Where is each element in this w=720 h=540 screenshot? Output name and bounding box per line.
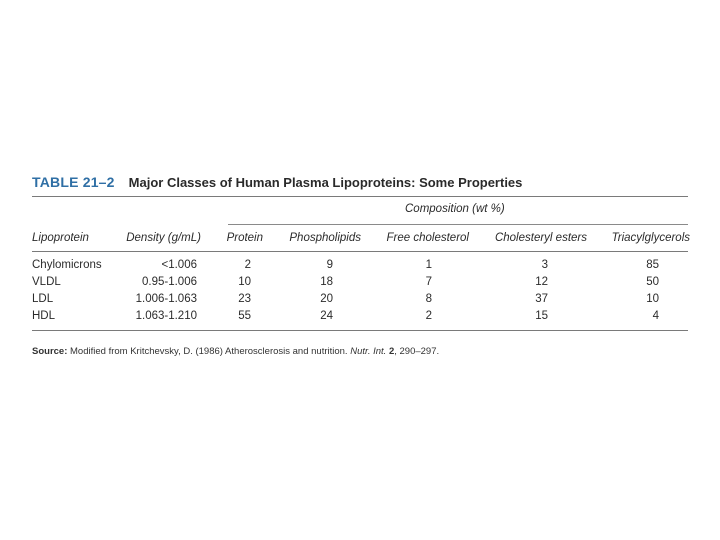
- table-cell: 23: [238, 293, 251, 305]
- bottom-rule: [32, 330, 688, 331]
- table-cell: 2: [425, 310, 432, 322]
- header-protein: Protein: [226, 232, 263, 244]
- table-caption: [32, 174, 522, 194]
- source-journal: Nutr. Int.: [350, 346, 387, 357]
- table-cell: 10: [646, 293, 659, 305]
- header-free-cholesterol: Free cholesterol: [386, 232, 469, 244]
- header-lipoprotein: Lipoprotein: [32, 232, 89, 244]
- table-cell: 7: [425, 276, 432, 288]
- table-cell: 10: [238, 276, 251, 288]
- table-cell: 9: [326, 259, 333, 271]
- header-phospholipids: Phospholipids: [289, 232, 361, 244]
- table-cell: 50: [646, 276, 659, 288]
- table-cell: 20: [320, 293, 333, 305]
- header-triacylglycerols: Triacylglycerols: [611, 232, 690, 244]
- table-cell: 37: [535, 293, 548, 305]
- table-cell: 85: [646, 259, 659, 271]
- table-number: TABLE 21–2: [32, 174, 115, 190]
- table-cell: <1.006: [161, 259, 197, 271]
- composition-spanner-header: Composition (wt %): [405, 203, 505, 215]
- spanner-rule: [228, 224, 688, 225]
- source-text: Modified from Kritchevsky, D. (1986) Atherosclerosis and nutrition.: [70, 346, 348, 357]
- table-cell: 1: [425, 259, 432, 271]
- table-cell: HDL: [32, 310, 56, 322]
- table-cell: 2: [244, 259, 251, 271]
- table-cell: 8: [425, 293, 432, 305]
- table-cell: VLDL: [32, 276, 61, 288]
- table-cell: 12: [535, 276, 548, 288]
- table-cell: 0.95-1.006: [142, 276, 197, 288]
- source-note: [32, 346, 439, 357]
- table-cell: 1.063-1.210: [135, 310, 197, 322]
- header-rule: [32, 251, 688, 252]
- table-cell: 55: [238, 310, 251, 322]
- table-cell: Chylomicrons: [32, 259, 102, 271]
- source-pages: , 290–297.: [394, 346, 440, 357]
- table-cell: 3: [541, 259, 548, 271]
- table-cell: 1.006-1.063: [135, 293, 197, 305]
- table-cell: LDL: [32, 293, 54, 305]
- table-cell: 4: [652, 310, 659, 322]
- top-rule: [32, 196, 688, 197]
- header-cholesteryl-esters: Cholesteryl esters: [494, 232, 587, 244]
- table-cell: 15: [535, 310, 548, 322]
- header-density: Density (g/mL): [126, 232, 201, 244]
- table-cell: 18: [320, 276, 333, 288]
- source-label: Source:: [32, 346, 68, 357]
- table-cell: 24: [320, 310, 333, 322]
- table-title: Major Classes of Human Plasma Lipoproteins: Some Properties: [128, 175, 523, 190]
- source-volume: 2: [388, 346, 395, 357]
